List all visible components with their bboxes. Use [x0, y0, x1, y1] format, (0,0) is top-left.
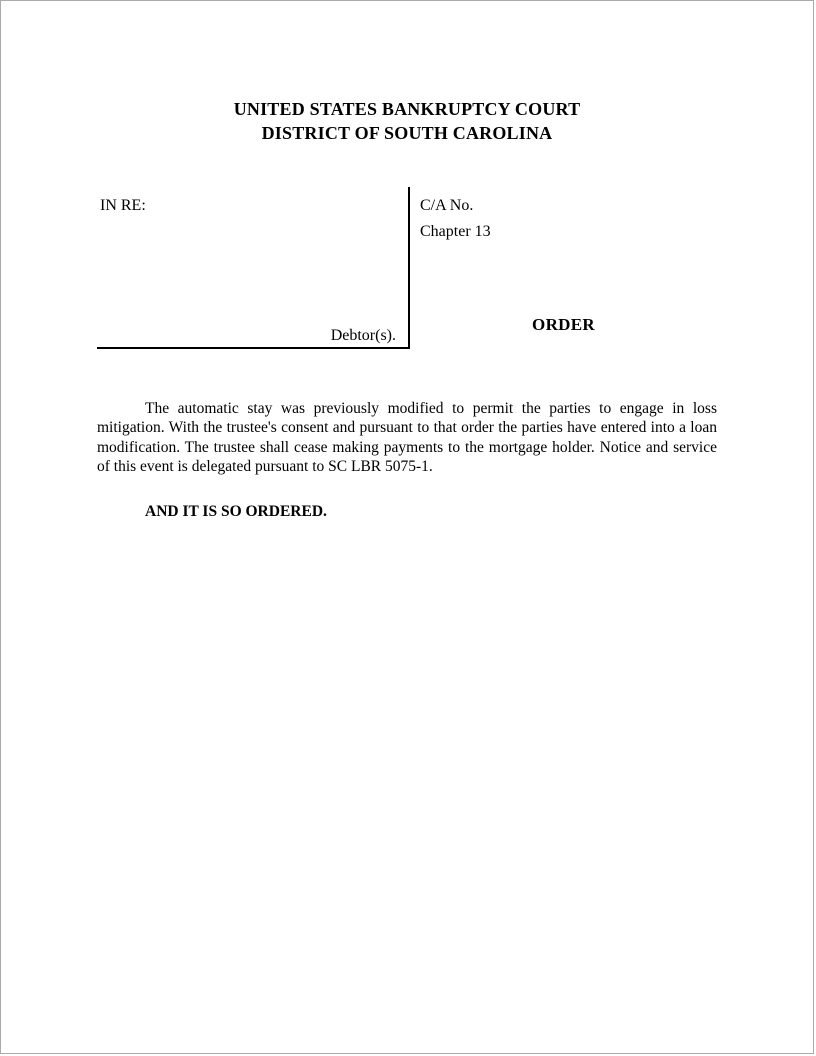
chapter-label: Chapter 13 — [420, 223, 491, 240]
caption-left-column — [97, 187, 410, 349]
caption-right-column — [410, 187, 717, 349]
order-body-paragraph: The automatic stay was previously modified to permit the parties to engage in loss mitigation. With the trustee's consent and pursuant to that order the parties have entered into a loan modification. The trustee shall cease making payments to the mortgage holder. Notice and service of this event is delegated pursuant to SC LBR 5075-1. — [97, 400, 717, 475]
debtor-label: Debtor(s). — [330, 327, 396, 344]
court-header — [1, 1, 813, 145]
case-number-label: C/A No. — [420, 197, 474, 214]
court-name-line2: DISTRICT OF SOUTH CAROLINA — [261, 123, 553, 143]
order-title: ORDER — [532, 315, 595, 334]
case-caption — [97, 187, 717, 349]
so-ordered-line: AND IT IS SO ORDERED. — [145, 503, 327, 521]
in-re-label: IN RE: — [100, 197, 146, 214]
court-name-line1: UNITED STATES BANKRUPTCY COURT — [233, 99, 581, 119]
